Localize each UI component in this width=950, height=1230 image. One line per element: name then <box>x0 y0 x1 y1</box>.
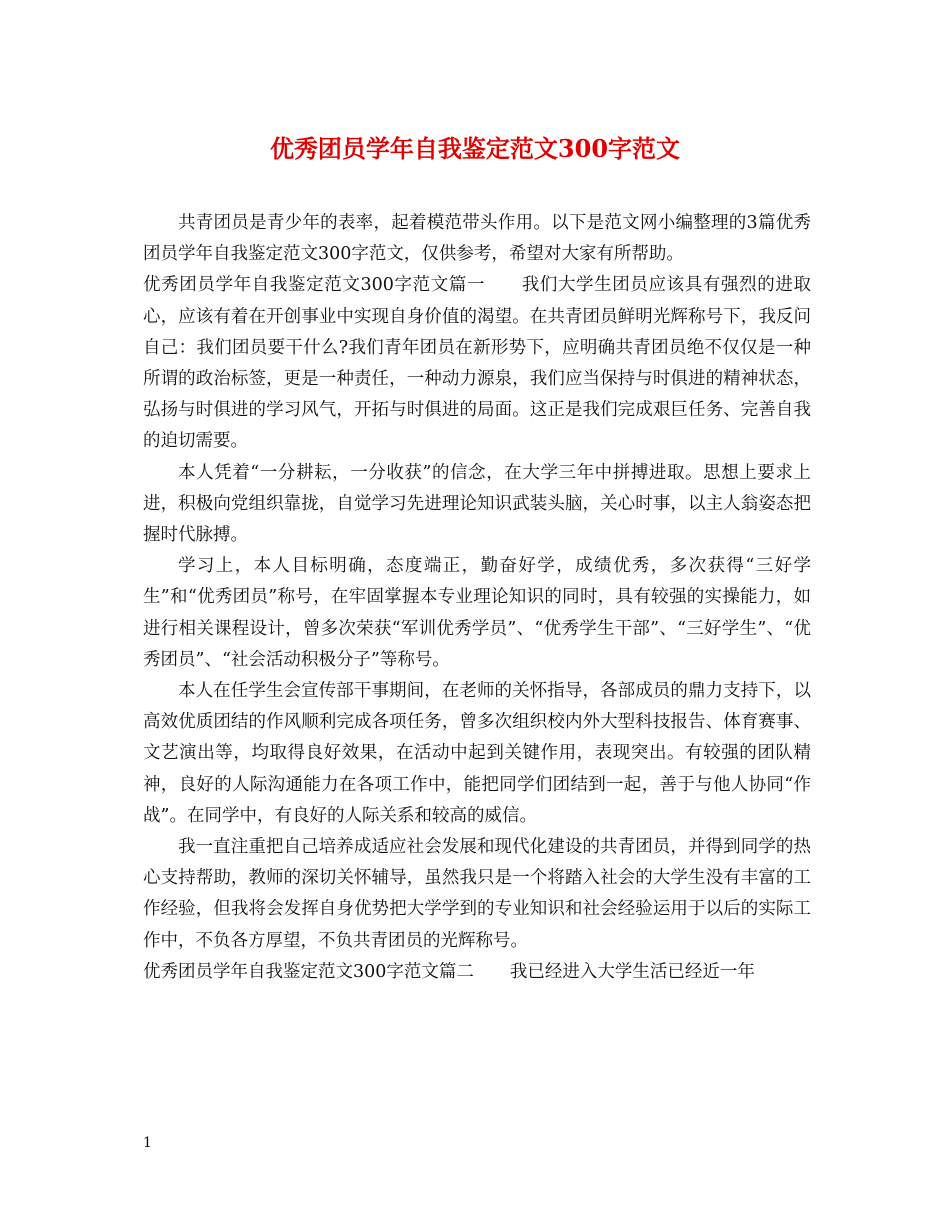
paragraph-self-development: 我一直注重把自己培养成适应社会发展和现代化建设的共青团员，并得到同学的热心支持帮助，教师的深切关怀辅导，虽然我只是一个将踏入社会的大学生没有丰富的工作经验，但我将会发挥自身优势把大学学到的专业知识和社会经验运用于以后的实际工作中，不负各方厚望，不负共青团员的光辉称号。 <box>143 837 811 951</box>
section-heading-2: 优秀团员学年自我鉴定范文300字范文篇二 <box>143 961 474 982</box>
section-1-text: 我们大学生团员应该具有强烈的进取心，应该有着在开创事业中实现自身价值的渴望。在共青团员鲜明光辉称号下，我反问自己：我们团员要干什么?我们青年团员在新形势下，应明确共青团员绝不仅仅是一种所谓的政治标签，更是一种责任，一种动力源泉，我们应当保持与时俱进的精神状态，弘扬与时俱进的学习风气，开拓与时俱进的局面。这正是我们完成艰巨任务、完善自我的迫切需要。 <box>143 275 812 452</box>
paragraph-student-union: 本人在任学生会宣传部干事期间，在老师的关怀指导，各部成员的鼎力支持下，以高效优质团结的作风顺利完成各项任务，曾多次组织校内外大型科技报告、体育赛事、文艺演出等，均取得良好效果，在活动中起到关键作用，表现突出。有较强的团队精神，良好的人际沟通能力在各项工作中，能把同学们团结到一起，善于与他人协同“作战”。在同学中，有良好的人际关系和较高的威信。 <box>143 681 811 826</box>
section-heading-1: 优秀团员学年自我鉴定范文300字范文篇一 <box>143 275 486 296</box>
paragraph-intro: 共青团员是青少年的表率，起着模范带头作用。以下是范文网小编整理的3篇优秀团员学年自我鉴定范文300字范文，仅供参考，希望对大家有所帮助。 <box>143 213 811 265</box>
paragraph-section-2 <box>143 957 811 988</box>
page-number: 1 <box>143 1135 152 1151</box>
paragraph-study: 学习上，本人目标明确，态度端正，勤奋好学，成绩优秀，多次获得“三好学生”和“优秀团员”称号，在牢固掌握本专业理论知识的同时，具有较强的实操能力，如进行相关课程设计，曾多次荣获“军训优秀学员”、“优秀学生干部”、“三好学生”、“优秀团员”、“社会活动积极分子”等称号。 <box>143 556 811 670</box>
document-body <box>143 208 811 988</box>
paragraph-belief: 本人凭着“一分耕耘，一分收获”的信念，在大学三年中拼搏进取。思想上要求上进，积极向党组织靠拢，自觉学习先进理论知识武装头脑，关心时事，以主人翁姿态把握时代脉搏。 <box>143 462 811 546</box>
paragraph-section-1 <box>143 270 811 457</box>
document-title: 优秀团员学年自我鉴定范文300字范文 <box>269 134 681 163</box>
section-2-text: 我已经进入大学生活已经近一年 <box>509 961 755 982</box>
